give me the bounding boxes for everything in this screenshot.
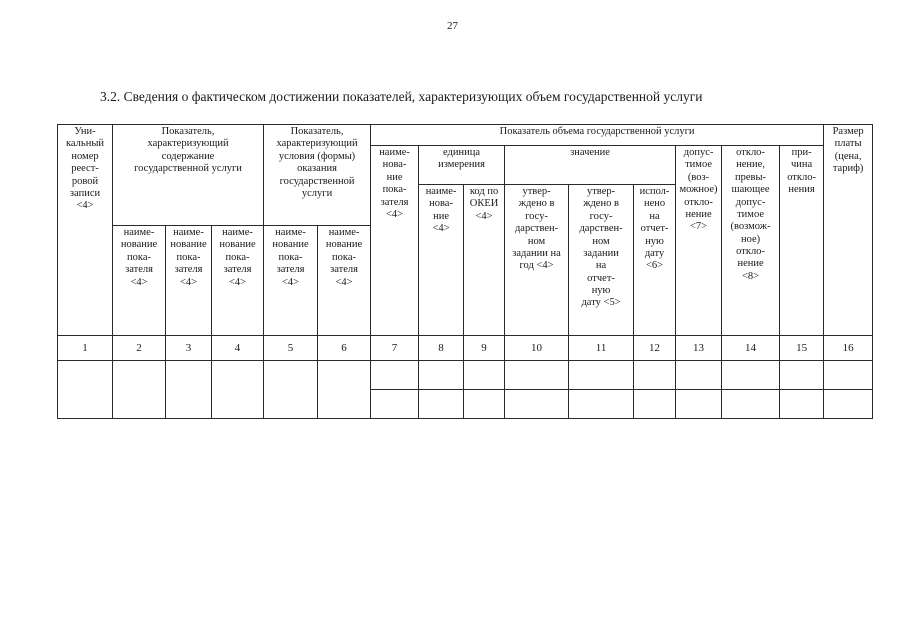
column-number: 15 bbox=[780, 336, 824, 361]
header-unit: единица измерения bbox=[419, 146, 505, 185]
header-excess-deviation: откло- нение, превы- шающее допус- тимое (возмож- ное) откло- нение <8> bbox=[722, 146, 780, 336]
header-condition-indicator: Показатель, характеризующий условия (формы) оказания государственной услуги bbox=[264, 125, 371, 226]
data-cell bbox=[824, 390, 873, 419]
data-cell bbox=[505, 390, 569, 419]
data-cell bbox=[824, 361, 873, 390]
header-deviation-reason: при- чина откло- нения bbox=[780, 146, 824, 336]
header-approved-year: утвер- ждено в госу- дарствен- ном задании на год <4> bbox=[505, 185, 569, 336]
data-cell bbox=[505, 361, 569, 390]
data-cell bbox=[722, 361, 780, 390]
table-row bbox=[58, 361, 873, 390]
data-cell bbox=[264, 361, 318, 419]
column-number: 10 bbox=[505, 336, 569, 361]
data-cell bbox=[419, 390, 464, 419]
data-cell bbox=[676, 390, 722, 419]
column-number: 9 bbox=[464, 336, 505, 361]
header-unit-okei: код по ОКЕИ <4> bbox=[464, 185, 505, 336]
data-cell bbox=[569, 361, 634, 390]
header-content-indicator: Показатель, характеризующий содержание государственной услуги bbox=[113, 125, 264, 226]
data-cell bbox=[318, 361, 371, 419]
data-cell bbox=[113, 361, 166, 419]
header-unit-name: наиме- нова- ние <4> bbox=[419, 185, 464, 336]
header-value: значение bbox=[505, 146, 676, 185]
data-cell bbox=[419, 361, 464, 390]
column-number: 12 bbox=[634, 336, 676, 361]
data-cell bbox=[780, 390, 824, 419]
column-number: 13 bbox=[676, 336, 722, 361]
data-cell bbox=[634, 390, 676, 419]
data-cell bbox=[464, 390, 505, 419]
data-cell bbox=[166, 361, 212, 419]
header-registry-number: Уни- кальный номер реест- ровой записи <4> bbox=[58, 125, 113, 336]
header-content-subindicator: наиме- нование пока- зателя <4> bbox=[113, 226, 166, 336]
volume-indicators-table bbox=[57, 124, 873, 419]
section-title: 3.2. Сведения о фактическом достижении показателей, характеризующих объем государственной услуги bbox=[100, 89, 703, 104]
column-number: 1 bbox=[58, 336, 113, 361]
header-fee: Размер платы (цена, тариф) bbox=[824, 125, 873, 336]
column-number: 14 bbox=[722, 336, 780, 361]
data-cell bbox=[371, 361, 419, 390]
column-number: 16 bbox=[824, 336, 873, 361]
header-approved-date: утвер- ждено в госу- дарствен- ном задании на отчет- ную дату <5> bbox=[569, 185, 634, 336]
column-number: 6 bbox=[318, 336, 371, 361]
header-volume-indicator: Показатель объема государственной услуги bbox=[371, 125, 824, 146]
data-cell bbox=[371, 390, 419, 419]
header-indicator-name: наиме- нова- ние пока- зателя <4> bbox=[371, 146, 419, 336]
header-content-subindicator: наиме- нование пока- зателя <4> bbox=[166, 226, 212, 336]
header-condition-subindicator: наиме- нование пока- зателя <4> bbox=[264, 226, 318, 336]
header-allowed-deviation: допус- тимое (воз- можное) откло- нение <7> bbox=[676, 146, 722, 336]
data-cell bbox=[58, 361, 113, 419]
header-condition-subindicator: наиме- нование пока- зателя <4> bbox=[318, 226, 371, 336]
data-cell bbox=[722, 390, 780, 419]
data-cell bbox=[676, 361, 722, 390]
column-number: 3 bbox=[166, 336, 212, 361]
page-number: 27 bbox=[447, 20, 458, 32]
data-cell bbox=[634, 361, 676, 390]
column-number: 11 bbox=[569, 336, 634, 361]
column-number: 2 bbox=[113, 336, 166, 361]
column-number: 7 bbox=[371, 336, 419, 361]
data-cell bbox=[464, 361, 505, 390]
header-executed: испол- нено на отчет- ную дату <6> bbox=[634, 185, 676, 336]
data-cell bbox=[212, 361, 264, 419]
header-content-subindicator: наиме- нование пока- зателя <4> bbox=[212, 226, 264, 336]
data-cell bbox=[569, 390, 634, 419]
column-number: 8 bbox=[419, 336, 464, 361]
data-cell bbox=[780, 361, 824, 390]
column-number: 5 bbox=[264, 336, 318, 361]
column-number: 4 bbox=[212, 336, 264, 361]
